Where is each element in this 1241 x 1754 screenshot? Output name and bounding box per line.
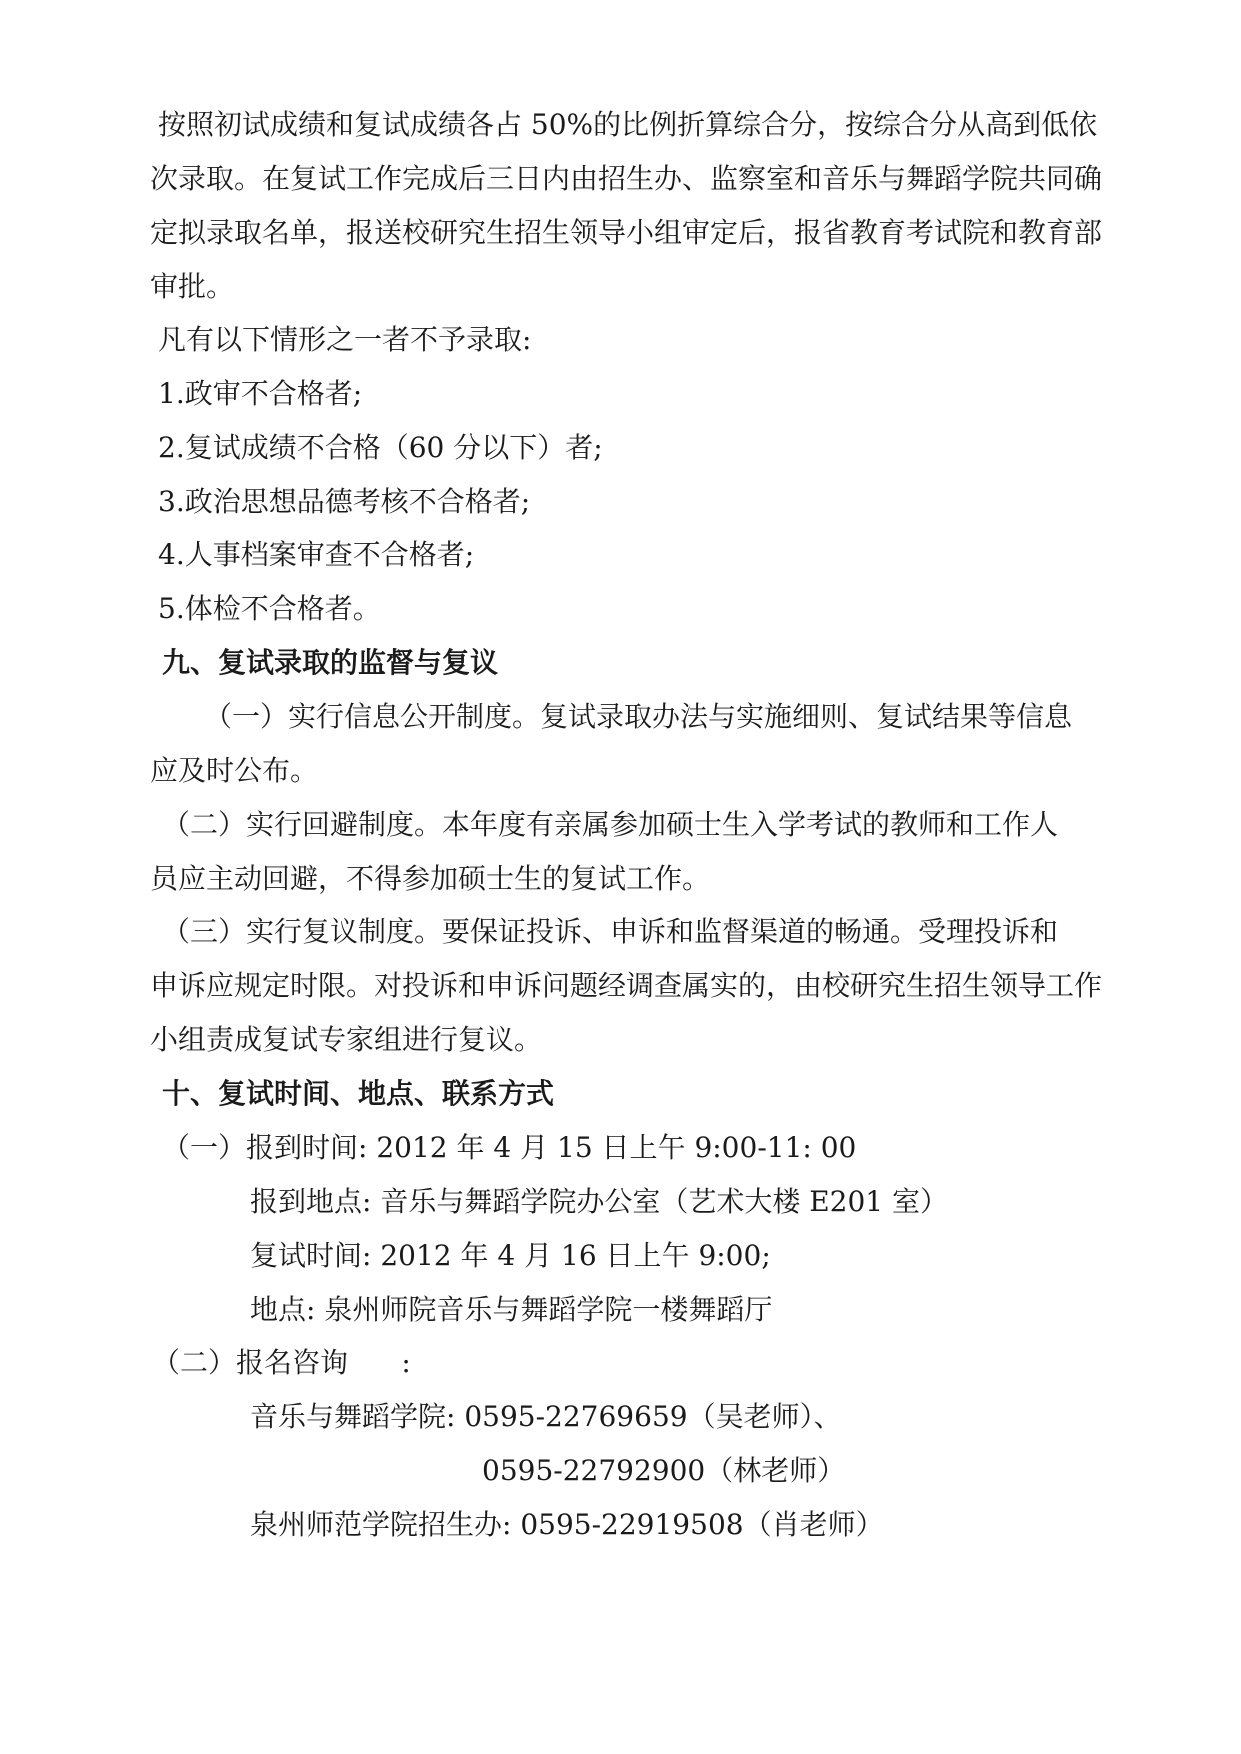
no-admission-item-4: 4.人事档案审查不合格者; xyxy=(158,538,475,571)
no-admission-item-1: 1.政审不合格者; xyxy=(158,377,363,410)
consult-label: （二）报名咨询 : xyxy=(152,1346,411,1379)
contact-music-school: 音乐与舞蹈学院: 0595-22769659（吴老师）、 xyxy=(250,1400,842,1433)
admission-para-line-2: 次录取。在复试工作完成后三日内由招生办、监察室和音乐与舞蹈学院共同确 xyxy=(150,162,1103,195)
section-9-p2-line-1: （二）实行回避制度。本年度有亲属参加硕士生入学考试的教师和工作人 xyxy=(162,808,1059,841)
admission-para-line-3: 定拟录取名单，报送校研究生招生领导小组审定后，报省教育考试院和教育部 xyxy=(150,216,1103,249)
report-place: 报到地点: 音乐与舞蹈学院办公室（艺术大楼 E201 室） xyxy=(250,1185,949,1218)
no-admission-item-3: 3.政治思想品德考核不合格者; xyxy=(158,485,531,518)
section-10-heading: 十、复试时间、地点、联系方式 xyxy=(162,1077,555,1110)
contact-music-school-2: 0595-22792900（林老师） xyxy=(482,1454,846,1487)
section-9-p2-line-2: 员应主动回避，不得参加硕士生的复试工作。 xyxy=(150,862,711,895)
admission-para-line-1: 按照初试成绩和复试成绩各占 50%的比例折算综合分，按综合分从高到低依 xyxy=(158,108,1098,141)
section-9-p1-line-2: 应及时公布。 xyxy=(150,754,319,787)
no-admission-item-5: 5.体检不合格者。 xyxy=(158,592,381,625)
report-time: （一）报到时间: 2012 年 4 月 15 日上午 9:00-11: 00 xyxy=(162,1131,857,1164)
no-admission-intro: 凡有以下情形之一者不予录取: xyxy=(158,323,532,356)
section-9-heading: 九、复试录取的监督与复议 xyxy=(162,646,499,679)
section-9-p3-line-3: 小组责成复试专家组进行复议。 xyxy=(150,1023,543,1056)
section-9-p3-line-1: （三）实行复议制度。要保证投诉、申诉和监督渠道的畅通。受理投诉和 xyxy=(162,915,1059,948)
admission-para-line-4: 审批。 xyxy=(150,270,235,303)
exam-place: 地点: 泉州师院音乐与舞蹈学院一楼舞蹈厅 xyxy=(250,1293,773,1326)
no-admission-item-2: 2.复试成绩不合格（60 分以下）者; xyxy=(158,431,603,464)
section-9-p3-line-2: 申诉应规定时限。对投诉和申诉问题经调查属实的，由校研究生招生领导工作 xyxy=(150,969,1103,1002)
section-9-p1-line-1: （一）实行信息公开制度。复试录取办法与实施细则、复试结果等信息 xyxy=(204,700,1073,733)
contact-admissions-office: 泉州师范学院招生办: 0595-22919508（肖老师） xyxy=(250,1508,884,1541)
exam-time: 复试时间: 2012 年 4 月 16 日上午 9:00; xyxy=(250,1239,771,1272)
